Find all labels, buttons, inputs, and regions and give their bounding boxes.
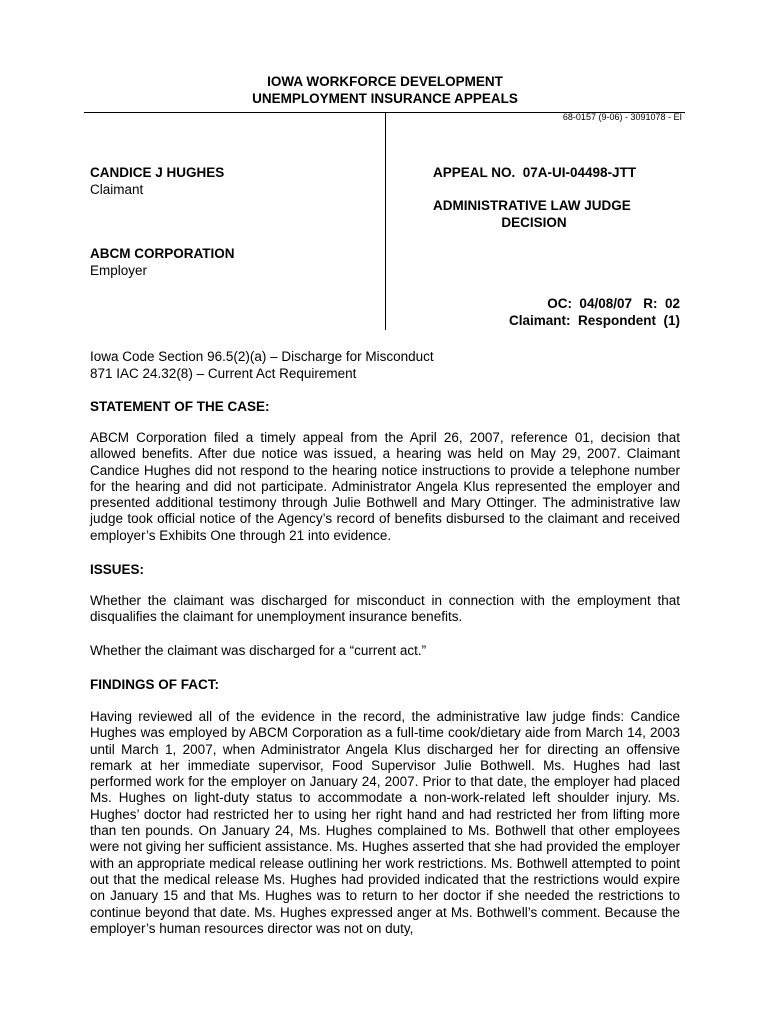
respondent-info: Claimant: Respondent (1)	[508, 313, 680, 328]
employer-name: ABCM CORPORATION	[90, 246, 235, 261]
division-title: UNEMPLOYMENT INSURANCE APPEALS	[252, 91, 518, 106]
statement-heading: STATEMENT OF THE CASE:	[90, 399, 270, 414]
code-section: Iowa Code Section 96.5(2)(a) – Discharge for Misconduct	[90, 349, 434, 364]
form-number: 68-0157 (9-06) - 3091078 - EI	[562, 112, 682, 122]
employer-label: Employer	[90, 263, 148, 278]
issues-heading: ISSUES:	[90, 562, 145, 577]
appeal-number: APPEAL NO. 07A-UI-04498-JTT	[433, 165, 637, 180]
agency-title: IOWA WORKFORCE DEVELOPMENT	[267, 74, 503, 89]
code-section: 871 IAC 24.32(8) – Current Act Requirement	[90, 366, 357, 381]
decision-title-line2: DECISION	[501, 215, 567, 230]
issue-item: Whether the claimant was discharged for a “current act.”	[90, 643, 427, 658]
claimant-name: CANDICE J HUGHES	[90, 165, 225, 180]
issue-item: Whether the claimant was discharged for misconduct in connection with the employment that disqualifies the claimant for unemployment insurance benefits.	[90, 593, 680, 625]
statement-paragraph: ABCM Corporation filed a timely appeal from the April 26, 2007, reference 01, decision that allowed benefits. After due notice was issued, a hearing was held on May 29, 2007. Claimant Candice Hughes did not respond to the hearing notice instructions to provide a telephone number for the hearing and did not participate. Administrator Angela Klus represented the employer and presented additional testimony through Julie Bothwell and Mary Ottinger. The administrative law judge took official notice of the Agency’s record of benefits disbursed to the claimant and received employer’s Exhibits One through 21 into evidence.	[90, 430, 680, 543]
oc-info: OC: 04/08/07 R: 02	[547, 296, 680, 311]
findings-paragraph: Having reviewed all of the evidence in the record, the administrative law judge finds: Candice Hughes was employed by ABCM Corporation as a full-time cook/dietary aide from March 14, 2003 until March 1, 2007, when Administrator Angela Klus discharged her for directing an offensive remark at her immediate supervisor, Food Supervisor Julie Bothwell. Ms. Hughes had last performed work for the employer on January 24, 2007. Prior to that date, the employer had placed Ms. Hughes on light-duty status to accommodate a non-work-related left shoulder injury. Ms. Hughes’ doctor had restricted her to using her right hand and had restricted her from lifting more than ten pounds. On January 24, Ms. Hughes complained to Ms. Bothwell that other employees were not giving her sufficient assistance. Ms. Hughes asserted that she had provided the employer with an appropriate medical release outlining her work restrictions. Ms. Bothwell attempted to point out that the medical release Ms. Hughes had provided indicated that the restrictions would expire on January 15 and that Ms. Hughes was to return to her doctor if she needed the restrictions to continue beyond that date. Ms. Hughes expressed anger at Ms. Bothwell’s comment. Because the employer’s human resources director was not on duty,	[90, 709, 680, 936]
claimant-label: Claimant	[90, 182, 144, 197]
findings-heading: FINDINGS OF FACT:	[90, 677, 219, 692]
caption-divider	[385, 112, 386, 330]
decision-title-line1: ADMINISTRATIVE LAW JUDGE	[433, 198, 631, 213]
